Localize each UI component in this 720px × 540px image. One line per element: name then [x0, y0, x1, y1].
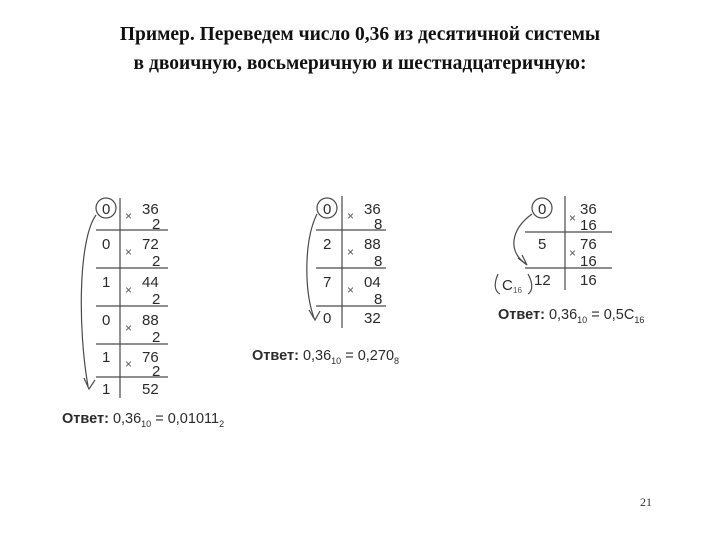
hex-answer-label: Ответ:	[498, 307, 545, 323]
binary-times: ×	[125, 245, 133, 259]
octal-times: ×	[347, 209, 355, 223]
octal-cell: 0	[323, 201, 332, 218]
octal-cell: 8	[374, 253, 383, 270]
hex-answer-eq: =	[591, 307, 600, 323]
binary-cell: 2	[152, 253, 161, 270]
hex-table	[495, 196, 612, 295]
title-line-1: Пример. Переведем число 0,36 из десятичной системы	[119, 24, 601, 45]
binary-cell: 2	[152, 363, 161, 380]
octal-answer-result-base: 8	[394, 355, 400, 366]
hex-cell: 76	[580, 236, 597, 253]
hex-times: ×	[569, 246, 577, 260]
binary-times: ×	[125, 283, 133, 297]
binary-answer	[62, 411, 224, 429]
octal-cell: 32	[364, 310, 381, 327]
octal-cell: 8	[374, 291, 383, 308]
octal-cell: 7	[323, 274, 332, 291]
octal-answer-result: 0,270	[357, 348, 395, 364]
octal-answer-label: Ответ:	[252, 348, 299, 364]
binary-table	[81, 198, 168, 398]
hex-cell: 12	[534, 272, 551, 289]
binary-cell: 1	[102, 381, 111, 398]
octal-read-arrow	[307, 214, 317, 318]
hex-c16-letter: C	[502, 277, 513, 294]
octal-cell: 88	[364, 236, 381, 253]
hex-answer-base: 10	[577, 314, 588, 325]
binary-cell: 44	[142, 274, 159, 291]
hex-answer	[498, 307, 644, 325]
binary-answer-result: 0,01011	[167, 411, 220, 427]
hex-cell: 5	[538, 236, 547, 253]
octal-table	[307, 196, 386, 328]
binary-cell: 2	[152, 216, 161, 233]
hex-arrowhead	[518, 255, 527, 265]
octal-arrowhead	[309, 310, 320, 320]
binary-cell: 88	[142, 312, 159, 329]
octal-answer	[252, 348, 399, 366]
hex-cell: 16	[580, 217, 597, 234]
binary-arrowhead	[84, 378, 95, 389]
octal-cell: 04	[364, 274, 381, 291]
binary-cell: 72	[142, 236, 159, 253]
binary-answer-result-base: 2	[219, 418, 225, 429]
hex-answer-value: 0,36	[548, 307, 578, 323]
binary-answer-eq: =	[155, 411, 164, 427]
hex-cell: 0	[538, 201, 547, 218]
binary-read-arrow	[81, 215, 96, 386]
binary-times: ×	[125, 209, 133, 223]
binary-cell: 0	[102, 312, 111, 329]
octal-cell: 8	[374, 216, 383, 233]
octal-cell: 0	[323, 310, 332, 327]
hex-answer-result: 0,5C	[603, 307, 635, 323]
binary-times: ×	[125, 321, 133, 335]
binary-cell: 0	[102, 236, 111, 253]
binary-cell: 2	[152, 329, 161, 346]
octal-answer-value: 0,36	[302, 348, 332, 364]
hex-cell: 36	[580, 201, 597, 218]
page-number: 21	[640, 495, 652, 509]
binary-cell: 52	[142, 381, 159, 398]
hex-times: ×	[569, 211, 577, 225]
octal-answer-eq: =	[345, 348, 354, 364]
binary-answer-label: Ответ:	[62, 411, 109, 427]
octal-cell: 36	[364, 201, 381, 218]
binary-times: ×	[125, 357, 133, 371]
octal-times: ×	[347, 283, 355, 297]
hex-cell: 16	[580, 272, 597, 289]
binary-cell: 1	[102, 274, 111, 291]
binary-answer-value: 0,36	[112, 411, 142, 427]
octal-answer-base: 10	[331, 355, 342, 366]
title-line-2: в двоичную, восьмеричную и шестнадцатеричную:	[133, 53, 587, 74]
binary-cell: 1	[102, 349, 111, 366]
binary-cell: 76	[142, 349, 159, 366]
octal-cell: 2	[323, 236, 332, 253]
octal-times: ×	[347, 245, 355, 259]
binary-answer-base: 10	[141, 418, 152, 429]
hex-cell: 16	[580, 253, 597, 270]
hex-c16-base: 16	[513, 286, 522, 295]
hex-answer-result-base: 16	[634, 314, 645, 325]
binary-cell: 36	[142, 201, 159, 218]
binary-cell: 2	[152, 291, 161, 308]
binary-cell: 0	[102, 201, 111, 218]
